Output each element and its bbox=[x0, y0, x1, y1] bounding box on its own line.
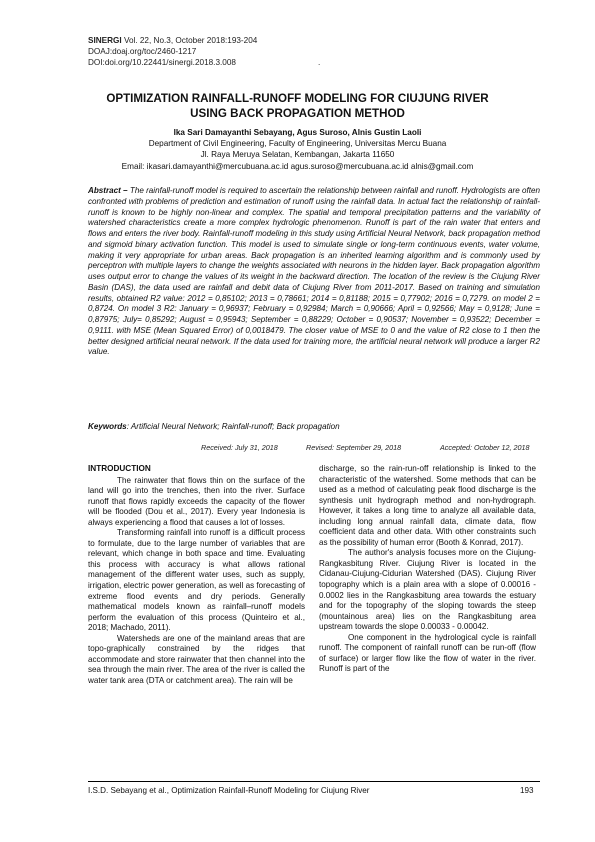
keywords-text: : Artificial Neural Network; Rainfall-runoff; Back propagation bbox=[126, 422, 340, 431]
date-revised: Revised: September 29, 2018 bbox=[306, 443, 402, 452]
introduction-heading: INTRODUCTION bbox=[88, 464, 151, 473]
doaj-line: DOAJ:doaj.org/toc/2460-1217 bbox=[88, 47, 197, 56]
journal-issue: Vol. 22, No.3, October 2018:193-204 bbox=[123, 36, 258, 45]
body-column-right bbox=[319, 464, 536, 675]
journal-masthead bbox=[88, 35, 321, 68]
date-accepted: Accepted: October 12, 2018 bbox=[440, 443, 530, 452]
abstract bbox=[88, 186, 540, 358]
author-email: Email: ikasari.damayanthi@mercubuana.ac.id agus.suroso@mercubuana.ac.id alnis@gmail.com bbox=[121, 161, 474, 171]
doi-line: DOI:doi.org/10.22441/sinergi.2018.3.008 bbox=[88, 58, 236, 67]
author-block bbox=[88, 127, 507, 172]
author-names: Ika Sari Damayanthi Sebayang, Agus Suroso, Alnis Gustin Laoli bbox=[173, 128, 422, 137]
footer-citation: I.S.D. Sebayang et al., Optimization Rainfall-Runoff Modeling for Ciujung River bbox=[88, 786, 370, 795]
journal-issue-line bbox=[88, 35, 257, 46]
body-paragraph: Watersheds are one of the mainland areas that are topo-graphically constrained by the ridges that accommodate and store rainwater that then channel into the sea through the main river. The area of the river is called the water tank area (DTA or catchment area). The rain will be bbox=[88, 633, 305, 685]
footer-divider bbox=[88, 781, 540, 782]
keywords bbox=[88, 421, 540, 432]
body-paragraph: The rainwater that flows thin on the surface of the land will go into the trenches, then into the river. Surface runoff that flows rapidly exceeds the capacity of the flower will be flooded (Dou et al., 2017). Every year Indonesia is always experiencing a flood that causes a lot of losses. bbox=[88, 475, 305, 527]
date-received: Received: July 31, 2018 bbox=[201, 443, 278, 452]
body-paragraph: Transforming rainfall into runoff is a difficult process to formulate, due to the large number of variables that are relevant, which change in both space and time. Evaluating this process with accuracy is what allows rational management of the different water uses, such as supply, irrigation, electric power generation, as well as forecasting of extreme flood events and dry periods. Generally mathematical models known as rainfall–runoff models perform the evaluation of this process (Quinteiro et al., 2018; Machado, 2011). bbox=[88, 528, 305, 633]
body-paragraph: The author's analysis focuses more on the Ciujung-Rangkasbitung River. Ciujung River is located in the Cidanau-Ciujung-Cidurian Watershed (DAS). Ciujung River topography which is a plain area with a slope of 0.00016 - 0.0002 lies in the Rangkasbitung area towards the estuary and for the topography of the sloping towards the steep (mountainous area) lies on the Rangkasbitung area upstream towards the slope 0.00033 - 0.00042. bbox=[319, 548, 536, 632]
author-department: Department of Civil Engineering, Faculty of Engineering, Universitas Mercu Buana bbox=[148, 139, 447, 149]
body-column-left bbox=[88, 464, 305, 686]
abstract-text: The rainfall-runoff model is required to ascertain the relationship between rainfall and runoff. Hydrologists are often confronted with problems of prediction and estimation of runoff using the rainfall data. In actual fact the relationship of rainfall-runoff is known to be highly non-linear and complex. The spatial and temporal precipitation patterns and the variability of watershed characteristics create a more complex hydrologic phenomenon. Runoff is part of the rain water that enters and flows and enters the river body. Rainfall-runoff modeling in this study using Artificial Neural Network, back propagation method and sigmoid binary activation function. This model is used to simulate single or long-term continuous events, water volume, making it very appropriate for urban areas. Back propagation is an inherited learning algorithm and is commonly used by perceptron with multiple layers to change the weights associated with neurons in the hidden layer. Back propagation algorithm uses output error to change the values of its weight in the backward direction. The location of the review is the Ciujung River Basin (DAS), the data used are rainfall and debit data of Ciujung River from 2011-2017. Based on training and simulation results, obtained R2 value: 2012 = 0,85102; 2013 = 0,78661; 2014 = 0,81188; 2015 = 0,77902; 2016 = 0,7279. on model 2 = 0,8724. On model 3 R2: January = 0,96937; February = 0,92984; March = 0,90666; April = 0,92566; May = 0,9128; June = 0,87975; July= 0,85292; August = 0,95943; September = 0,88229; October = 0,90537; November = 0,93522; December = 0,9111. with MSE (Mean Squared Error) of 0,0018479. The closer value of MSE to 0 and the value of R2 close to 1 then the better designed artificial neural network. If the data used for training more, the artificial neural network will produce a larger R2 value. bbox=[88, 186, 540, 357]
page-number: 193 bbox=[520, 786, 534, 795]
journal-name: SINERGI bbox=[88, 36, 122, 45]
body-paragraph: discharge, so the rain-run-off relationship is linked to the characteristic of the watershed. Some methods that can be used as a method of calculating peak flood discharge is the synthesis unit hydrograph method and non-hydrograph. However, it takes a long time to analyze all available data, including long annual rainfall data, climate data, flow coefficient data and other data. With other constraints such as the possibility of human error (Booth & Konrad, 2017). bbox=[319, 464, 536, 547]
masthead-dot: . bbox=[318, 58, 321, 67]
keywords-label: Keywords bbox=[88, 422, 127, 431]
body-paragraph: One component in the hydrological cycle is rainfall runoff. The component of rainfall runoff can be run-off (flow of surface) or larger flow like the flow of water in the river. Runoff is part of the bbox=[319, 632, 536, 674]
author-address: Jl. Raya Meruya Selatan, Kembangan, Jakarta 11650 bbox=[200, 150, 395, 160]
abstract-label: Abstract – bbox=[88, 186, 128, 195]
paper-title: OPTIMIZATION RAINFALL-RUNOFF MODELING FOR CIUJUNG RIVER USING BACK PROPAGATION METHOD bbox=[106, 92, 489, 120]
